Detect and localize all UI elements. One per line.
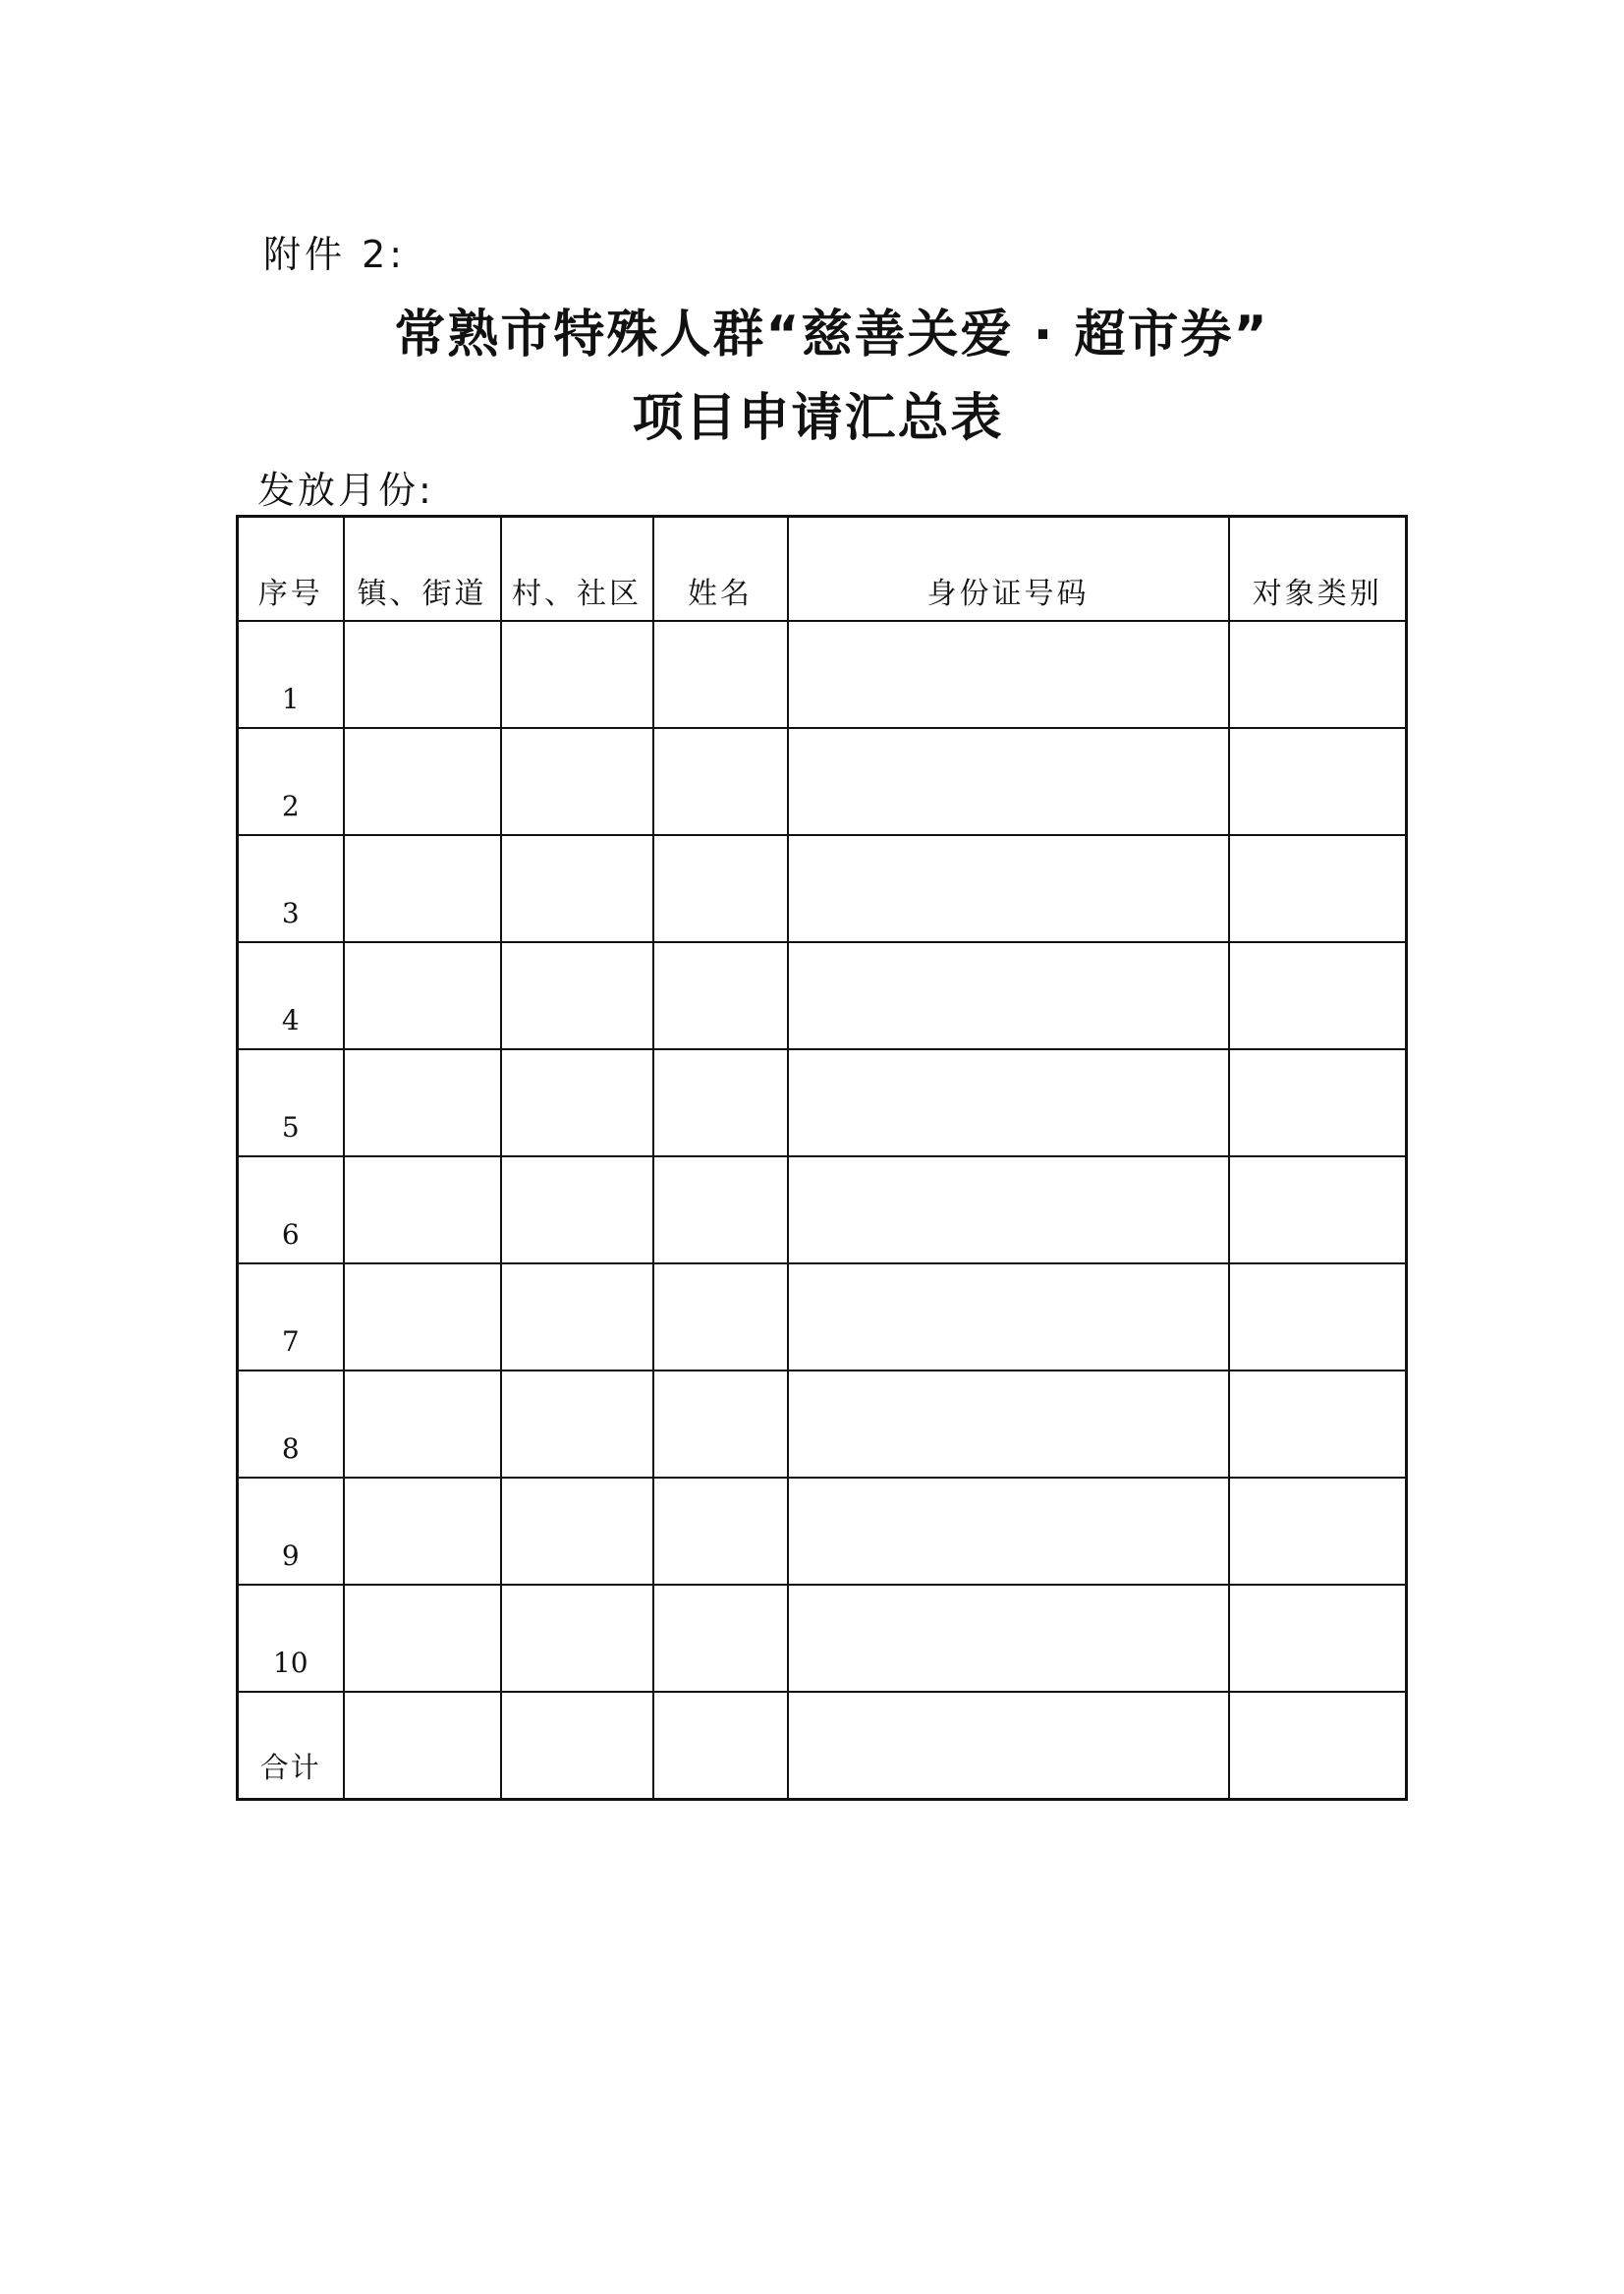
category-cell	[1229, 1371, 1407, 1478]
town-cell	[344, 1049, 501, 1156]
name-cell	[653, 1478, 788, 1585]
id-number-cell	[788, 728, 1229, 835]
town-cell	[344, 1478, 501, 1585]
table-row	[238, 1585, 1407, 1692]
summary-table	[236, 515, 1408, 1801]
village-cell	[501, 1156, 653, 1263]
category-cell	[1229, 1585, 1407, 1692]
name-cell	[653, 1585, 788, 1692]
table-header-row	[238, 517, 1407, 622]
village-cell	[501, 1049, 653, 1156]
village-cell	[501, 1263, 653, 1371]
column-header-town: 镇、街道	[344, 517, 501, 622]
category-cell	[1229, 942, 1407, 1049]
id-number-cell	[788, 1156, 1229, 1263]
column-header-category: 对象类别	[1229, 517, 1407, 622]
name-cell	[653, 835, 788, 942]
row-index: 9	[238, 1478, 344, 1585]
id-number-cell	[788, 942, 1229, 1049]
category-cell	[1229, 1692, 1407, 1800]
village-cell	[501, 835, 653, 942]
village-cell	[501, 1585, 653, 1692]
id-number-cell	[788, 835, 1229, 942]
village-cell	[501, 1478, 653, 1585]
id-number-cell	[788, 621, 1229, 728]
category-cell	[1229, 1263, 1407, 1371]
table-row	[238, 1049, 1407, 1156]
column-header-id-number: 身份证号码	[788, 517, 1229, 622]
category-cell	[1229, 1478, 1407, 1585]
total-label: 合计	[238, 1692, 344, 1800]
row-index: 1	[238, 621, 344, 728]
village-cell	[501, 1371, 653, 1478]
name-cell	[653, 621, 788, 728]
total-row	[238, 1692, 1407, 1800]
town-cell	[344, 1692, 501, 1800]
document-subtitle: 项目申请汇总表	[632, 389, 1004, 448]
village-cell	[501, 621, 653, 728]
category-cell	[1229, 728, 1407, 835]
name-cell	[653, 1049, 788, 1156]
name-cell	[653, 1263, 788, 1371]
category-cell	[1229, 1049, 1407, 1156]
table-row	[238, 1156, 1407, 1263]
village-cell	[501, 942, 653, 1049]
row-index: 4	[238, 942, 344, 1049]
id-number-cell	[788, 1263, 1229, 1371]
table-row	[238, 1371, 1407, 1478]
town-cell	[344, 942, 501, 1049]
category-cell	[1229, 621, 1407, 728]
column-header-name: 姓名	[653, 517, 788, 622]
id-number-cell	[788, 1585, 1229, 1692]
table-row	[238, 1478, 1407, 1585]
name-cell	[653, 728, 788, 835]
table-row	[238, 621, 1407, 728]
name-cell	[653, 1371, 788, 1478]
name-cell	[653, 1692, 788, 1800]
id-number-cell	[788, 1478, 1229, 1585]
row-index: 8	[238, 1371, 344, 1478]
town-cell	[344, 1156, 501, 1263]
category-cell	[1229, 835, 1407, 942]
name-cell	[653, 1156, 788, 1263]
town-cell	[344, 728, 501, 835]
attachment-label: 附件 2:	[263, 233, 407, 276]
table-row	[238, 728, 1407, 835]
town-cell	[344, 1371, 501, 1478]
column-header-index: 序号	[238, 517, 344, 622]
village-cell	[501, 1692, 653, 1800]
document-title: 常熟市特殊人群“慈善关爱 · 超市券”	[394, 306, 1269, 364]
name-cell	[653, 942, 788, 1049]
town-cell	[344, 1263, 501, 1371]
row-index: 7	[238, 1263, 344, 1371]
town-cell	[344, 621, 501, 728]
table-row	[238, 942, 1407, 1049]
town-cell	[344, 835, 501, 942]
row-index: 5	[238, 1049, 344, 1156]
issue-month-label: 发放月份:	[257, 469, 434, 512]
town-cell	[344, 1585, 501, 1692]
row-index: 6	[238, 1156, 344, 1263]
table-row	[238, 835, 1407, 942]
row-index: 2	[238, 728, 344, 835]
id-number-cell	[788, 1371, 1229, 1478]
village-cell	[501, 728, 653, 835]
id-number-cell	[788, 1692, 1229, 1800]
row-index: 3	[238, 835, 344, 942]
table-row	[238, 1263, 1407, 1371]
category-cell	[1229, 1156, 1407, 1263]
row-index: 10	[238, 1585, 344, 1692]
column-header-village: 村、社区	[501, 517, 653, 622]
id-number-cell	[788, 1049, 1229, 1156]
